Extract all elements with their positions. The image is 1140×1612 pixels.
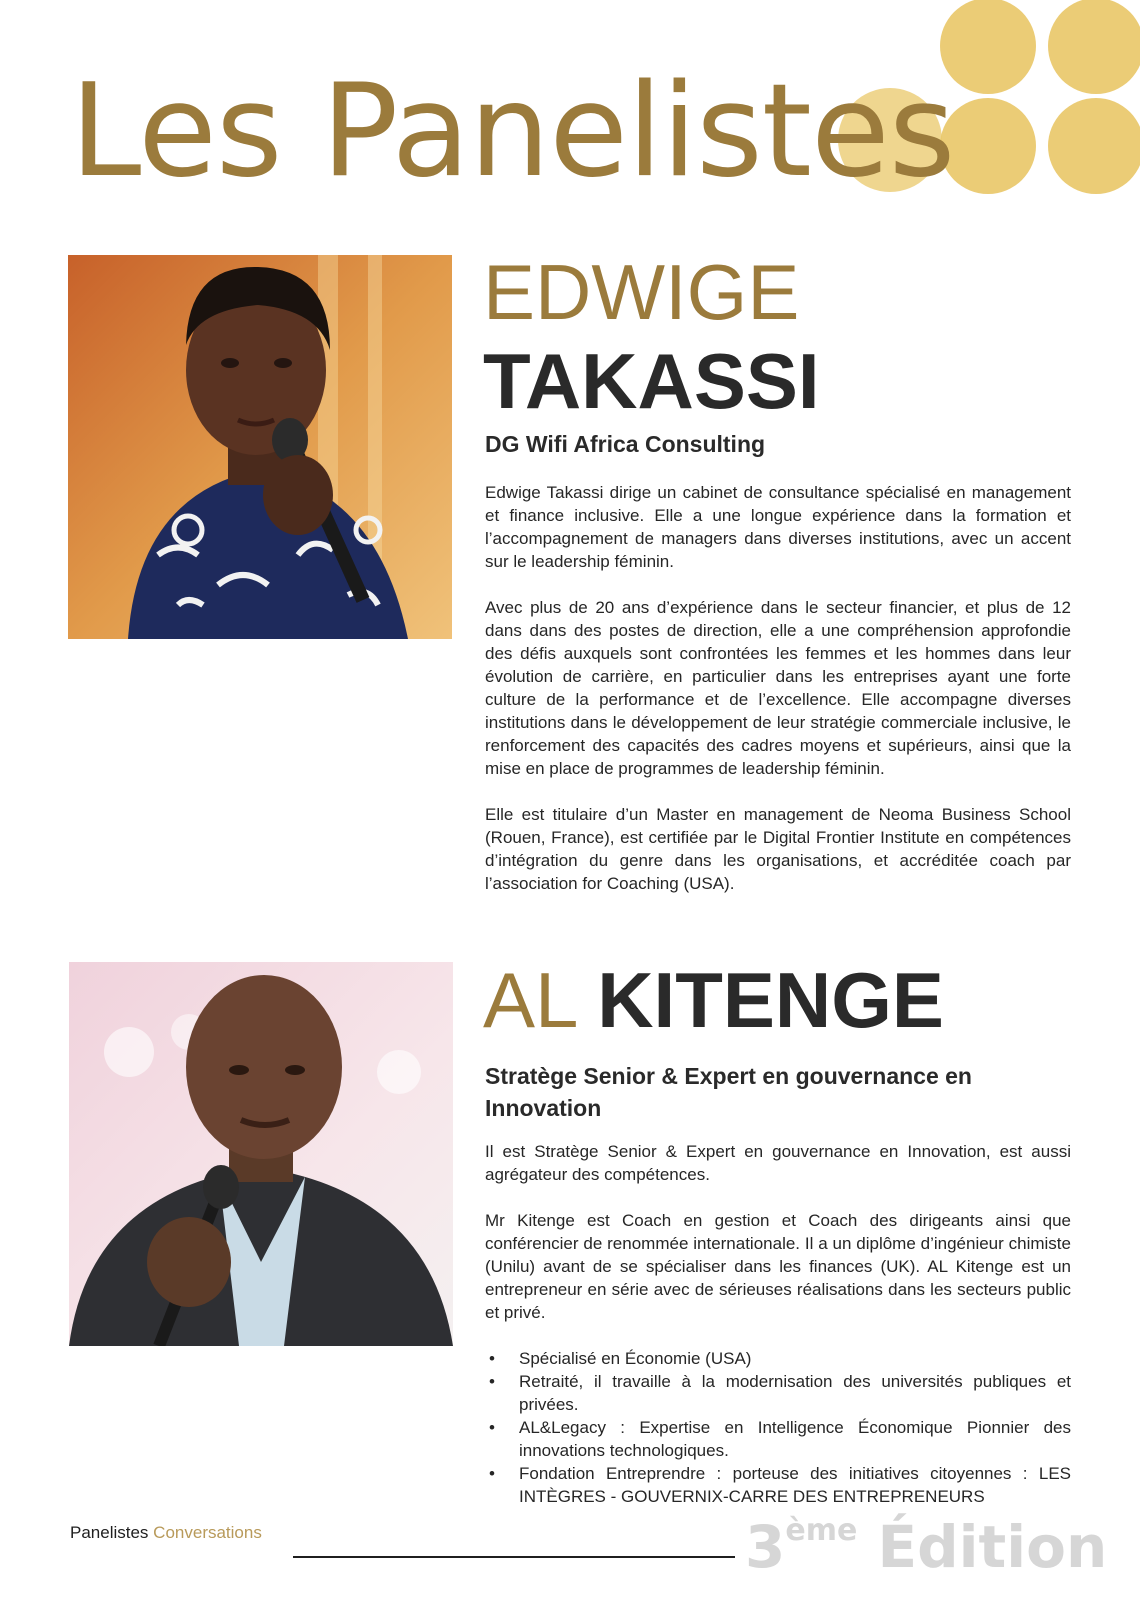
portrait-photo <box>69 962 453 1346</box>
panelist-name <box>483 955 944 1045</box>
first-name: AL <box>483 956 576 1044</box>
decorative-circle <box>1048 98 1140 194</box>
panelist-name <box>483 248 820 426</box>
last-name: KITENGE <box>597 956 944 1044</box>
bio-paragraph: Edwige Takassi dirige un cabinet de consultance spécialisé en management et finance inclusive. Elle a une longue expérience dans la formation et l’accompagnement de managers dans diverses institutions, avec un accent sur le leadership féminin. <box>485 483 1071 571</box>
edition-suffix: ème <box>785 1513 858 1548</box>
list-item: • Spécialisé en Économie (USA) <box>485 1347 1071 1370</box>
edition-mark <box>745 1513 1108 1581</box>
footer-divider <box>293 1556 735 1558</box>
edition-word: Édition <box>877 1513 1108 1581</box>
page-title: Les Panelistes <box>70 57 955 206</box>
footer-section: Panelistes <box>70 1523 149 1542</box>
bio-paragraph: Mr Kitenge est Coach en gestion et Coach des dirigeants ainsi que conférencier de renommée internationale. Il a un diplôme d’ingénieur chimiste (Unilu) avant de se spécialiser dans les finances (UK). AL Kitenge est un entrepreneur en série avec de sérieuses réalisations dans les secteurs public et privé. <box>485 1211 1071 1322</box>
panelist-bio <box>485 1140 1071 1508</box>
achievement-list <box>485 1347 1071 1508</box>
decorative-circle <box>1048 0 1140 94</box>
portrait-photo <box>68 255 452 639</box>
panelist-bio <box>485 481 1071 918</box>
footer-label <box>70 1523 262 1543</box>
portrait-illustration <box>69 962 453 1346</box>
bio-paragraph: Avec plus de 20 ans d’expérience dans le secteur financier, et plus de 12 dans dans des postes de direction, elle a une compréhension approfondie des défis auxquels sont confrontées les femmes et les hommes dans leur évolution de carrière, en particulier dans les entreprises ayant une forte culture de la performance et de l’excellence. Elle accompagne diverses institutions dans le développement de leur stratégie commerciale inclusive, le renforcement des capacités des cadres moyens et supérieurs, ainsi que la mise en place de programmes de leadership féminin. <box>485 598 1071 778</box>
bio-paragraph: Il est Stratège Senior & Expert en gouvernance en Innovation, est aussi agrégateur des compétences. <box>485 1142 1071 1184</box>
list-item: • Fondation Entreprendre : porteuse des initiatives citoyennes : LES INTÈGRES - GOUVERNIX-CARRE DES ENTREPRENEURS <box>485 1462 1071 1508</box>
list-item: • AL&Legacy : Expertise en Intelligence Économique Pionnier des innovations technologiques. <box>485 1416 1071 1462</box>
footer-series: Conversations <box>153 1523 262 1542</box>
decorative-circle <box>940 98 1036 194</box>
bio-paragraph: Elle est titulaire d’un Master en management de Neoma Business School (Rouen, France), est certifiée par le Digital Frontier Institute en compétences d’intégration du genre dans les organisations, et accréditée coach par l’association for Coaching (USA). <box>485 805 1071 893</box>
last-name: TAKASSI <box>483 337 820 425</box>
panelist-role: DG Wifi Africa Consulting <box>485 431 766 457</box>
edition-number: 3 <box>745 1513 786 1581</box>
portrait-illustration <box>68 255 452 639</box>
decorative-circle <box>940 0 1036 94</box>
first-name: EDWIGE <box>483 248 800 336</box>
list-item: • Retraité, il travaille à la modernisation des universités publiques et privées. <box>485 1370 1071 1416</box>
panelist-role: Stratège Senior & Expert en gouvernance en Innovation <box>485 1063 972 1121</box>
